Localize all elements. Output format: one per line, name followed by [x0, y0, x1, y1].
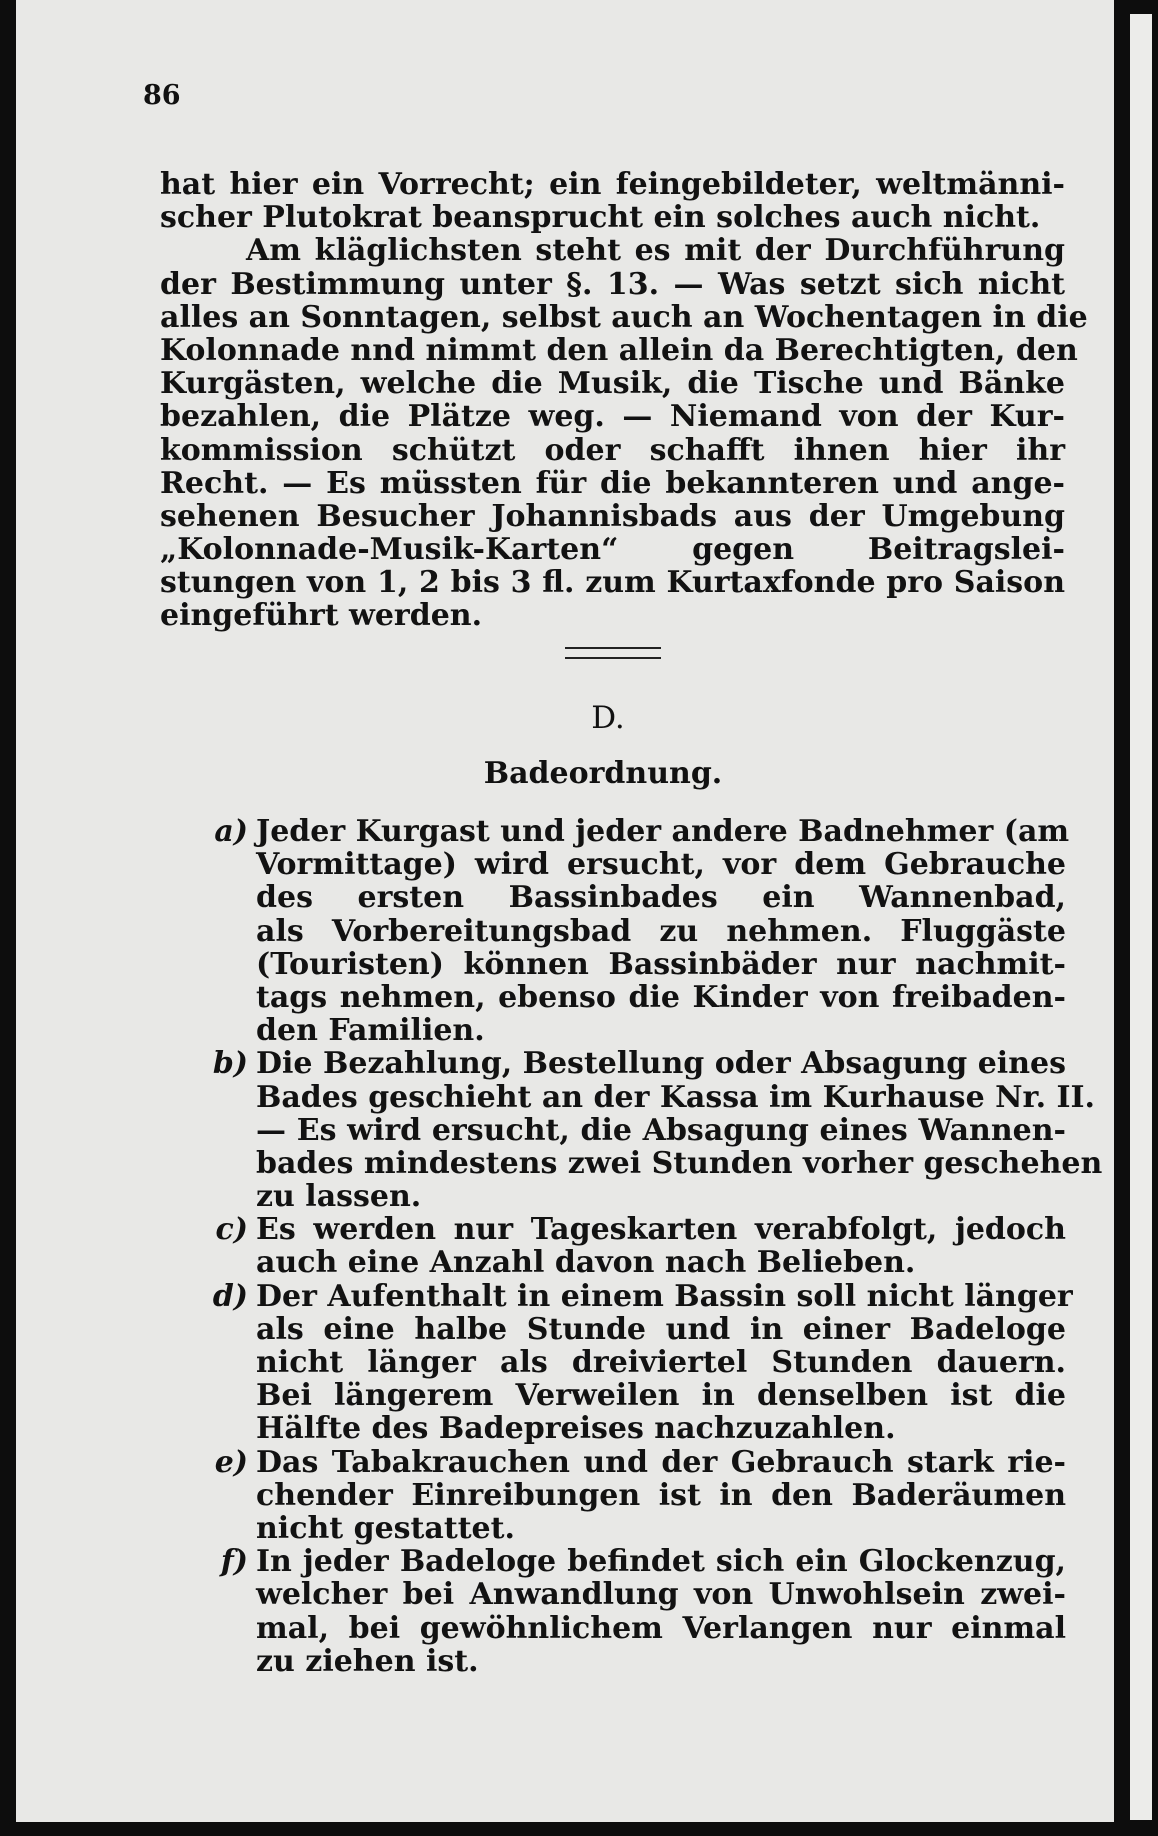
list-item-line: tags nehmen, ebenso die Kinder von freibaden-: [256, 979, 1066, 1015]
list-item-line: Bades geschieht an der Kassa im Kurhause Nr. II.: [256, 1079, 1095, 1115]
list-item-line: Vormittage) wird ersucht, vor dem Gebrauche: [256, 847, 1066, 883]
list-item-line: den Familien.: [256, 1013, 485, 1049]
list-item-line: nicht gestattet.: [256, 1510, 515, 1546]
list-item-line: zu lassen.: [256, 1179, 422, 1215]
list-item-line: Der Aufenthalt in einem Bassin soll nicht länger: [256, 1278, 1073, 1314]
text-line: der Bestimmung unter §. 13. — Was setzt sich nicht: [160, 266, 1065, 302]
list-item-line: — Es wird ersucht, die Absagung eines Wannen-: [256, 1112, 1066, 1148]
text-line: eingeführt werden.: [160, 598, 483, 634]
list-item-line: mal, bei gewöhnlichem Verlangen nur einmal: [256, 1610, 1066, 1646]
list-item-line: als eine halbe Stunde und in einer Badeloge: [256, 1311, 1066, 1347]
section-divider: [565, 647, 661, 659]
text-line: alles an Sonntagen, selbst auch an Wochentagen in die: [160, 299, 1088, 335]
text-line: Kurgästen, welche die Musik, die Tische und Bänke: [160, 366, 1065, 402]
list-item: [204, 1545, 1066, 1678]
list-item-line: Es werden nur Tageskarten verabfolgt, jedoch: [256, 1212, 1066, 1248]
list-item-line: als Vorbereitungsbad zu nehmen. Fluggäste: [256, 913, 1066, 949]
text-line: sehenen Besucher Johannisbads aus der Umgebung: [160, 498, 1065, 534]
section-title: Badeordnung.: [483, 756, 723, 791]
text-line: Recht. — Es müssten für die bekannteren und ange-: [160, 465, 1065, 501]
list-item-line: auch eine Anzahl davon nach Belieben.: [256, 1245, 916, 1281]
list-item-line: chender Einreibungen ist in den Baderäumen: [256, 1477, 1066, 1513]
text-line: „Kolonnade-Musik-Karten“ gegen Beitragslei-: [160, 532, 1065, 568]
list-item: [204, 1213, 1066, 1279]
text-line: kommission schützt oder schafft ihnen hier ihr: [160, 432, 1065, 468]
list-item-line: nicht länger als dreiviertel Stunden dauern.: [256, 1345, 1066, 1380]
section-letter: D.: [591, 700, 625, 736]
list-item: [204, 1446, 1066, 1546]
list-item-line: Hälfte des Badepreises nachzuzahlen.: [256, 1411, 896, 1447]
list-item-line: In jeder Badeloge befindet sich ein Glockenzug,: [256, 1544, 1066, 1580]
page-number: 86: [143, 80, 181, 111]
text-line: hat hier ein Vorrecht; ein feingebildeter, weltmänni-: [160, 167, 1065, 202]
list-item-line: Die Bezahlung, Bestellung oder Absagung eines: [256, 1046, 1066, 1082]
list-item-line: bades mindestens zwei Stunden vorher geschehen: [256, 1145, 1103, 1181]
list-item-line: Jeder Kurgast und jeder andere Badnehmer (am: [256, 814, 1070, 849]
body-paragraph: [160, 167, 1088, 634]
list-item-line: Das Tabakrauchen und der Gebrauch stark rie-: [256, 1444, 1066, 1480]
list-item-line: (Touristen) können Bassinbäder nur nachmit-: [256, 946, 1066, 982]
list-item-marker: e): [214, 1444, 248, 1480]
text-line: bezahlen, die Plätze weg. — Niemand von der Kur-: [160, 399, 1065, 435]
rules-list: [204, 814, 1103, 1679]
list-item-line: des ersten Bassinbades ein Wannenbad,: [256, 880, 1066, 916]
text-line: scher Plutokrat beansprucht ein solches auch nicht.: [160, 200, 1041, 236]
text-line: Am kläglichsten steht es mit der Durchführung: [246, 233, 1065, 269]
list-item-line: zu ziehen ist.: [256, 1643, 479, 1679]
list-item-marker: f): [220, 1544, 248, 1580]
list-item: [204, 814, 1070, 1049]
list-item-marker: a): [214, 814, 248, 849]
text-line: Kolonnade nnd nimmt den allein da Berechtigten, den: [160, 332, 1078, 368]
list-item-marker: b): [212, 1046, 248, 1082]
next-page-edge: [1130, 14, 1152, 1820]
text-line: stungen von 1, 2 bis 3 fl. zum Kurtaxfonde pro Saison: [160, 565, 1065, 601]
list-item: [204, 1046, 1103, 1215]
list-item-marker: d): [212, 1278, 248, 1314]
list-item-marker: c): [215, 1212, 248, 1248]
list-item: [204, 1278, 1073, 1447]
list-item-line: Bei längerem Verweilen in denselben ist die: [256, 1378, 1066, 1414]
list-item-line: welcher bei Anwandlung von Unwohlsein zwei-: [256, 1577, 1066, 1613]
